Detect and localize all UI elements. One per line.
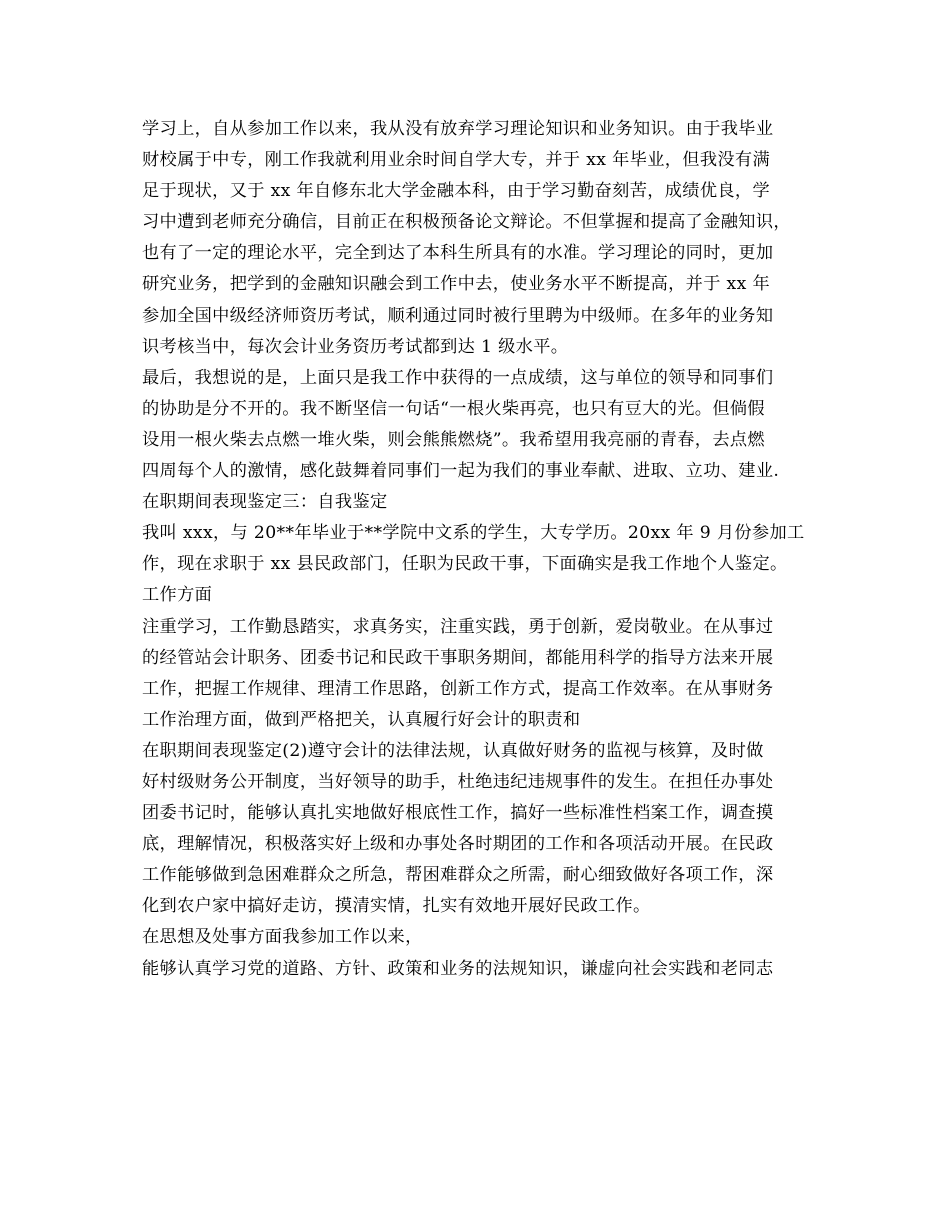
text-line: 的经管站会计职务、团委书记和民政干事职务期间，都能用科学的指导方法来开展: [142, 647, 774, 668]
text-line: 参加全国中级经济师资历考试，顺利通过同时被行里聘为中级师。在多年的业务知: [142, 305, 774, 326]
text-line: 最后，我想说的是，上面只是我工作中获得的一点成绩，这与单位的领导和同事们: [142, 367, 774, 388]
text-line: 工作，把握工作规律、理清工作思路，创新工作方式，提高工作效率。在从事财务: [142, 678, 774, 699]
text-line: 团委书记时，能够认真扎实地做好根底性工作，搞好一些标准性档案工作，调查摸: [142, 803, 774, 824]
text-line: 作，现在求职于 xx 县民政部门，任职为民政干事，下面确实是我工作地个人鉴定。: [142, 554, 788, 575]
section-heading: 工作方面: [142, 585, 213, 606]
text-line: 足于现状，又于 xx 年自修东北大学金融本科，由于学习勤奋刻苦，成绩优良，学: [142, 181, 770, 202]
text-line: 在职期间表现鉴定(2)遵守会计的法律法规，认真做好财务的监视与核算，及时做: [142, 740, 764, 761]
text-line: 底，理解情况，积极落实好上级和办事处各时期团的工作和各项活动开展。在民政: [142, 834, 774, 855]
text-line: 在思想及处事方面我参加工作以来，: [142, 927, 423, 948]
text-line: 好村级财务公开制度，当好领导的助手，杜绝违纪违规事件的发生。在担任办事处: [142, 771, 774, 792]
text-line: 识考核当中，每次会计业务资历考试都到达 1 级水平。: [142, 336, 569, 357]
text-line: 工作能够做到急困难群众之所急，帮困难群众之所需，耐心细致做好各项工作，深: [142, 865, 774, 886]
document-body: [142, 114, 832, 985]
text-line: 财校属于中专，刚工作我就利用业余时间自学大专，并于 xx 年毕业，但我没有满: [142, 150, 770, 171]
text-line: 能够认真学习党的道路、方针、政策和业务的法规知识，谦虚向社会实践和老同志: [142, 958, 774, 979]
text-line: 化到农户家中搞好走访，摸清实情，扎实有效地开展好民政工作。: [142, 896, 651, 917]
text-line: 习中遭到老师充分确信，目前正在积极预备论文辩论。不但掌握和提高了金融知识，: [142, 212, 791, 233]
text-line: 我叫 xxx，与 20**年毕业于**学院中文系的学生，大专学历。20xx 年 9 月份参加工: [142, 523, 805, 544]
section-heading: 在职期间表现鉴定三：自我鉴定: [142, 492, 388, 513]
text-line: 学习上，自从参加工作以来，我从没有放弃学习理论知识和业务知识。由于我毕业: [142, 119, 774, 139]
text-line: 的协助是分不开的。我不断坚信一句话“一根火柴再亮，也只有豆大的光。但倘假: [142, 398, 765, 419]
text-line: 设用一根火柴去点燃一堆火柴，则会熊熊燃烧”。我希望用我亮丽的青春，去点燃: [142, 429, 765, 450]
text-line: 工作治理方面，做到严格把关，认真履行好会计的职责和: [142, 709, 581, 730]
text-line: 研究业务，把学到的金融知识融会到工作中去，使业务水平不断提高，并于 xx 年: [142, 274, 770, 295]
text-line: 注重学习，工作勤恳踏实，求真务实，注重实践，勇于创新，爱岗敬业。在从事过: [142, 616, 774, 637]
text-line: 也有了一定的理论水平，完全到达了本科生所具有的水准。学习理论的同时，更加: [142, 243, 774, 264]
text-line: 四周每个人的激情，感化鼓舞着同事们一起为我们的事业奉献、进取、立功、建业.: [142, 461, 780, 482]
